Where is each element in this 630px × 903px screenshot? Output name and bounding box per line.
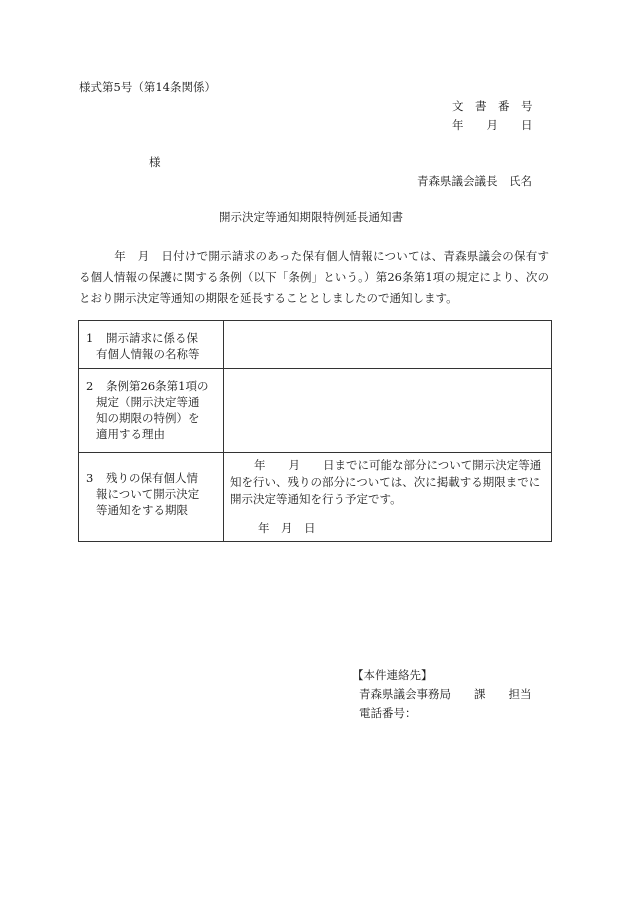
body-text: 年 月 日付けで開示請求のあった保有個人情報については、青森県議会の保有する個人情報の保護に関する条例（以下「条例」という。）第26条第1項の規定により、次のとおり開示決定等通知の期限を延長することとしましたので通知します。 xyxy=(79,249,549,305)
document-number-label: 文 書 番 号 xyxy=(452,99,533,113)
contact-phone: 電話番号： xyxy=(359,706,417,720)
row-label-text: 条例第26条第1項の xyxy=(106,379,209,393)
row-label-text: 適用する理由 xyxy=(96,427,165,441)
row-label-text: 知の期限の特例）を xyxy=(96,411,200,425)
addressee-suffix: 様 xyxy=(149,155,161,169)
row-label xyxy=(79,453,224,542)
row-number: 2 xyxy=(86,379,94,393)
deadline-date: 年 月 日 xyxy=(258,521,316,535)
row-label xyxy=(79,321,224,369)
table-row xyxy=(79,321,552,369)
table-row xyxy=(79,453,552,542)
table-row xyxy=(79,369,552,453)
row-label-text: 開示請求に係る保 xyxy=(106,331,198,345)
form-number: 様式第5号（第14条関係） xyxy=(79,80,216,94)
row-number: 3 xyxy=(86,471,94,485)
row-value xyxy=(224,369,552,453)
body-paragraph xyxy=(79,246,549,309)
document-title: 開示決定等通知期限特例延長通知書 xyxy=(219,210,403,224)
details-table xyxy=(78,320,552,542)
row-label-text: 有個人情報の名称等 xyxy=(96,347,200,361)
contact-heading: 【本件連絡先】 xyxy=(352,668,433,682)
row-label-text: 残りの保有個人情 xyxy=(106,471,198,485)
row-number: 1 xyxy=(86,331,94,345)
row-label xyxy=(79,369,224,453)
row-label-text: 規定（開示決定等通 xyxy=(96,395,200,409)
date-label: 年 月 日 xyxy=(452,118,533,132)
deadline-text: 年 月 日までに可能な部分について開示決定等通知を行い、残りの部分については、次に掲載する期限までに開示決定等通知を行う予定です。 xyxy=(230,458,542,506)
row-value xyxy=(224,321,552,369)
row-value xyxy=(224,453,552,542)
row-label-text: 等通知をする期限 xyxy=(96,503,188,517)
row-label-text: 報について開示決定 xyxy=(96,487,200,501)
contact-office: 青森県議会事務局 課 担当 xyxy=(359,687,532,701)
sender-name: 青森県議会議長 氏名 xyxy=(417,174,532,188)
